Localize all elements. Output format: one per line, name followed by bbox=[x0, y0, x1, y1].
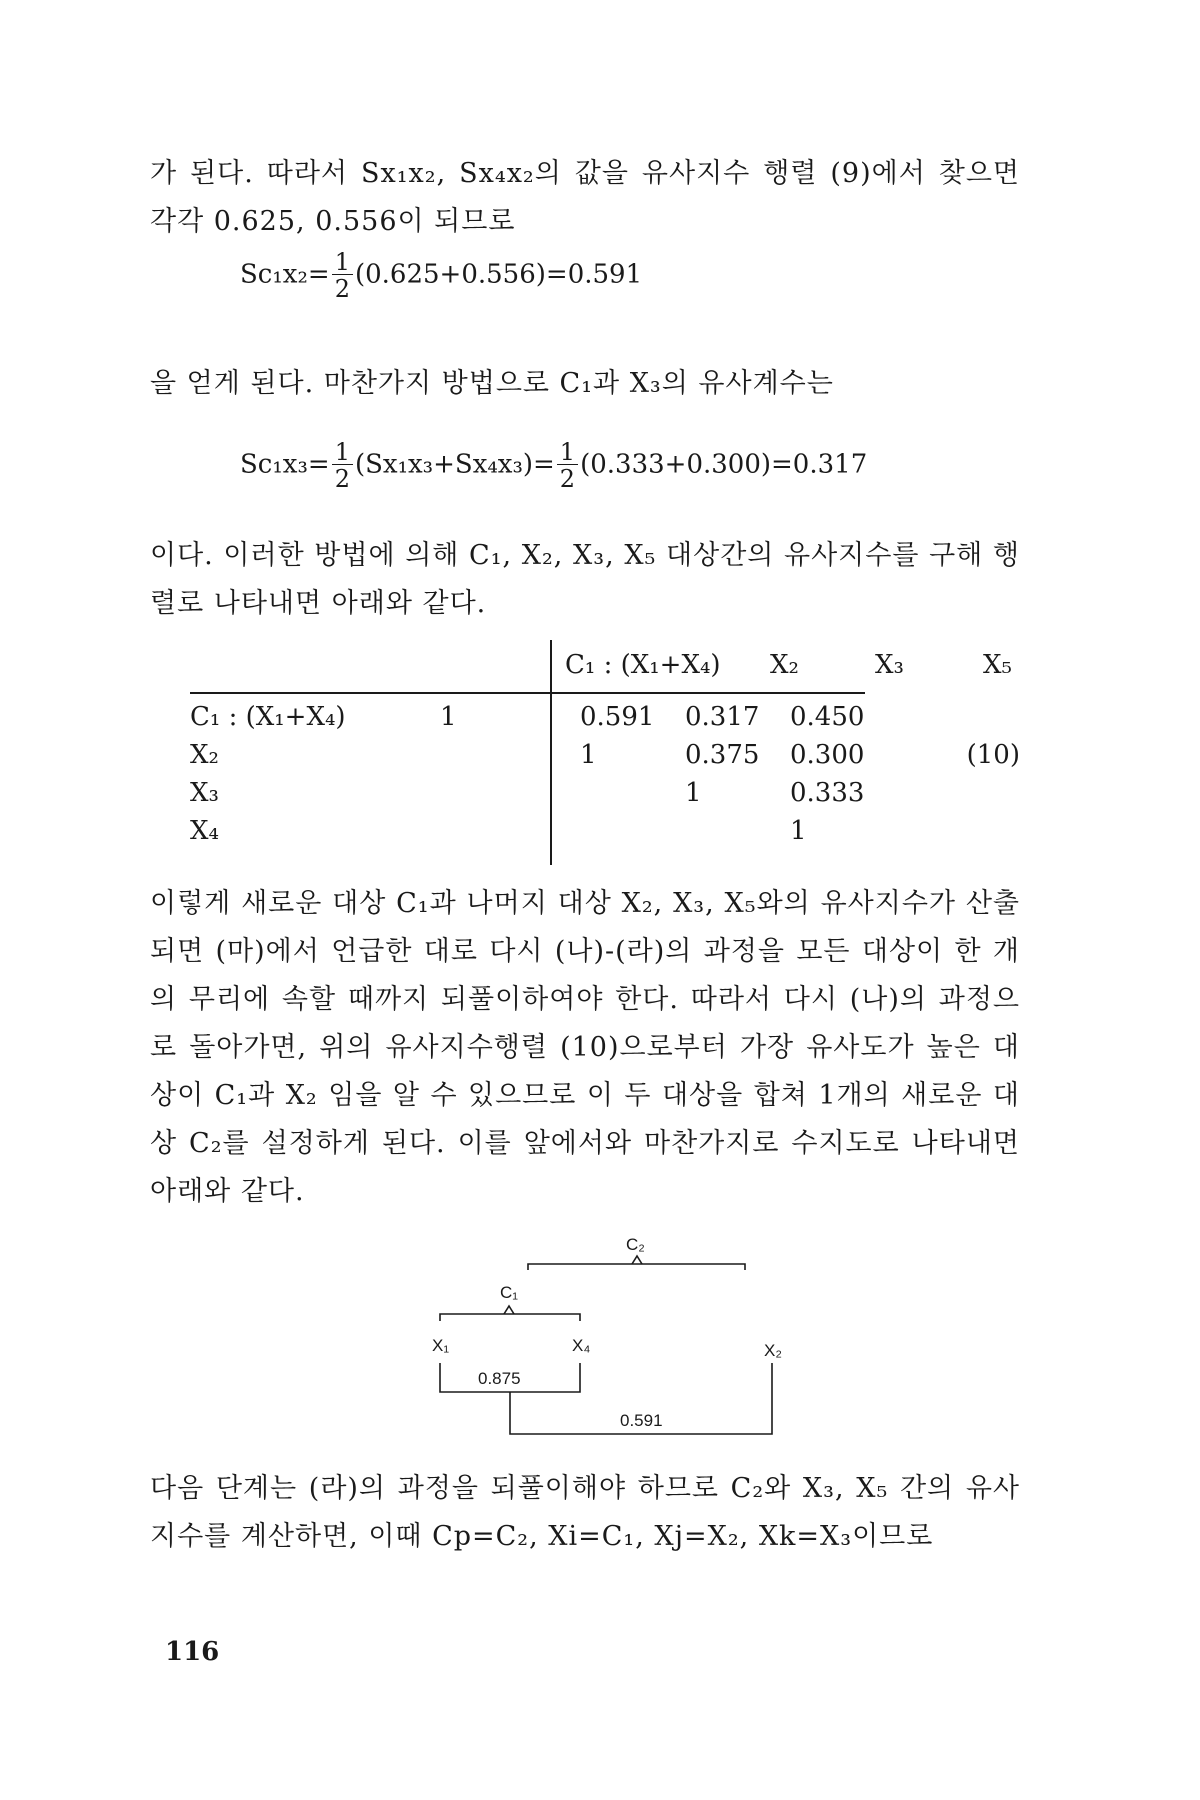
c1-brace-tip bbox=[504, 1306, 514, 1314]
eq2-fraction-2 bbox=[557, 440, 578, 491]
cell-r3-c3: 1 bbox=[790, 816, 807, 846]
cell-r1-c1: 1 bbox=[580, 740, 597, 770]
row-header-x2: X₂ bbox=[190, 740, 219, 770]
equation-sc1x2 bbox=[240, 250, 642, 301]
eq2-fraction-1 bbox=[332, 440, 353, 491]
col-header-x5: X₅ bbox=[983, 650, 1012, 680]
row-header-x3: X₃ bbox=[190, 778, 219, 808]
eq2-frac2-numerator: 1 bbox=[557, 440, 578, 465]
eq2-frac1-denominator: 2 bbox=[334, 465, 350, 493]
eq2-frac1-numerator: 1 bbox=[332, 440, 353, 465]
paragraph-3: 이다. 이러한 방법에 의해 C₁, X₂, X₃, X₅ 대상간의 유사지수를 구해 행렬로 나타내면 아래와 같다. bbox=[150, 540, 1020, 619]
row-header-x4: X₄ bbox=[190, 816, 219, 846]
paragraph-2: 을 얻게 된다. 마찬가지 방법으로 C₁과 X₃의 유사계수는 bbox=[150, 368, 834, 399]
eq1-rhs: (0.625+0.556)=0.591 bbox=[354, 259, 643, 290]
cell-r2-c2: 1 bbox=[685, 778, 702, 808]
label-c1: C₁ bbox=[500, 1283, 519, 1302]
label-x2: X₂ bbox=[764, 1341, 782, 1360]
label-x4: X₄ bbox=[572, 1336, 591, 1355]
matrix-horizontal-rule bbox=[190, 692, 865, 694]
matrix-vertical-rule bbox=[550, 640, 552, 865]
col-header-x3: X₃ bbox=[875, 650, 904, 680]
cell-r0-c0: 1 bbox=[440, 702, 457, 732]
cell-r0-c3: 0.450 bbox=[790, 702, 865, 732]
cell-r0-c2: 0.317 bbox=[685, 702, 760, 732]
label-x1: X₁ bbox=[432, 1336, 450, 1355]
paragraph-5: 다음 단계는 (라)의 과정을 되풀이해야 하므로 C₂와 X₃, X₅ 간의 유사지수를 계산하면, 이때 Cp=C₂, Xi=C₁, Xj=X₂, Xk=X₃이므로 bbox=[150, 1473, 1020, 1552]
similarity-0875: 0.875 bbox=[478, 1369, 521, 1388]
label-c2: C₂ bbox=[626, 1235, 645, 1254]
eq2-lhs: Sc₁x₃ bbox=[240, 449, 308, 480]
dendrogram-lines bbox=[440, 1256, 772, 1434]
cell-r1-c2: 0.375 bbox=[685, 740, 760, 770]
equation-sc1x3 bbox=[240, 440, 867, 491]
paragraph-1: 가 된다. 따라서 Sx₁x₂, Sx₄x₂의 값을 유사지수 행렬 (9)에서 찾으면 각각 0.625, 0.556이 되므로 bbox=[150, 158, 1020, 237]
eq2-rhs: (0.333+0.300)=0.317 bbox=[580, 449, 868, 480]
c2-brace bbox=[528, 1264, 745, 1270]
eq2-frac2-denominator: 2 bbox=[559, 465, 576, 493]
cell-r2-c3: 0.333 bbox=[790, 778, 865, 808]
cell-r0-c1: 0.591 bbox=[580, 702, 655, 732]
paragraph-4: 이렇게 새로운 대상 C₁과 나머지 대상 X₂, X₃, X₅와의 유사지수가 산출되면 (마)에서 언급한 대로 다시 (나)-(라)의 과정을 모든 대상이 한 개의 무리에 속할 때까지 되풀이하여야 한다. 따라서 다시 (나)의 과정으로 돌아가면, 위의 유사지수행렬 (10)으로부터 가장 유사도가 높은 대상이 C₁과 X₂ 임을 알 수 있으므로 이 두 대상을 합쳐 1개의 새로운 대상 C₂를 설정하게 된다. 이를 앞에서와 마찬가지로 수지도로 나타내면 아래와 같다. bbox=[150, 888, 1020, 1207]
similarity-matrix bbox=[190, 640, 1020, 870]
col-header-c1: C₁ : (X₁+X₄) bbox=[565, 650, 721, 680]
equation-number: (10) bbox=[966, 740, 1020, 770]
dendrogram-svg bbox=[400, 1225, 800, 1455]
eq2-equals: = bbox=[307, 449, 330, 480]
cell-r1-c3: 0.300 bbox=[790, 740, 865, 770]
c1-brace bbox=[440, 1314, 580, 1321]
page-number: 116 bbox=[165, 1637, 220, 1667]
row-header-c1: C₁ : (X₁+X₄) bbox=[190, 702, 346, 732]
eq1-frac-numerator: 1 bbox=[332, 250, 353, 275]
eq1-fraction bbox=[332, 250, 353, 301]
eq1-lhs: Sc₁x₂ bbox=[240, 259, 308, 290]
c2-brace-tip bbox=[632, 1256, 642, 1264]
eq1-equals: = bbox=[307, 259, 330, 290]
dendrogram bbox=[400, 1225, 800, 1459]
col-header-x2: X₂ bbox=[770, 650, 799, 680]
eq2-middle: (Sx₁x₃+Sx₄x₃)= bbox=[354, 449, 555, 480]
similarity-0591: 0.591 bbox=[620, 1411, 663, 1430]
eq1-frac-denominator: 2 bbox=[334, 275, 350, 303]
